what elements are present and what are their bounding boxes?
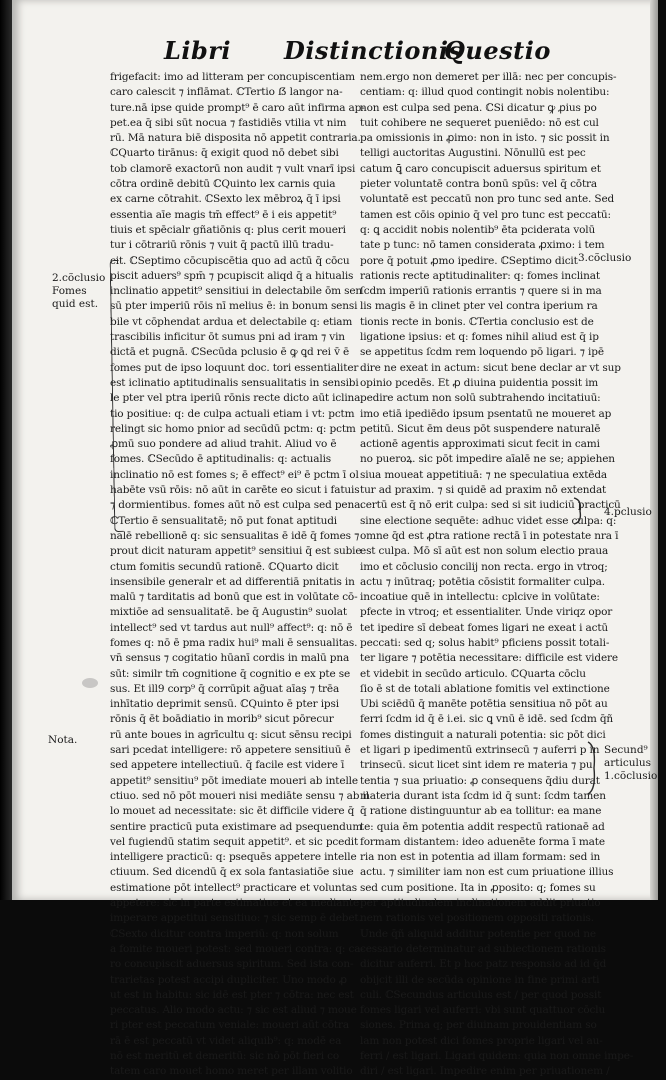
text-line: centiam: q: illud quod contingit nobis nolentibu: — [360, 86, 610, 99]
text-line: sus. Et ill9 corp⁹ q̄ corrūpit ag̃uat aīaş ⁊ trēa — [110, 682, 340, 695]
text-line: tuit cohibere ne sequeret pueniēdo: nō est cul — [360, 116, 599, 129]
text-line: essentia aīe magis tm̄ effect⁹ ē i eis appetit⁹ — [110, 208, 337, 221]
text-line: ri pter est peccatum veniale: moueri aūt cōtra — [110, 1019, 349, 1032]
text-line: inclinatio nō est fomes s; ē effect⁹ ei⁹ ē pctm ī ol — [110, 468, 359, 481]
text-line: fomes distinguit a naturali potentia: sic pōt dici — [360, 728, 606, 741]
text-line: tiuis et spēcialr gñatiōnis q: plus cerit moueri — [110, 223, 346, 236]
text-line: mixtiōe ad sensualitatē. be q̄ Augustin⁹ suolat — [110, 606, 347, 619]
margin-note-third-conclusion: 3.cõclusio — [578, 252, 632, 264]
text-line: tate p tunc: nō tamen considerata ꝓximo: i tem — [360, 239, 605, 252]
text-line: sed appetere intellectiuū. q̄ facile est videre ī — [110, 759, 345, 772]
text-line: dicitur auferri. Et p hoc patz responsio ad id q̄d — [360, 958, 607, 971]
text-line: dire ne exeat in actum: sicut bene declar ar vt sup — [360, 361, 621, 374]
text-line: ℂTertio ē sensualitatē; nō put fonat aptitudi — [110, 514, 337, 527]
text-column-left — [110, 70, 369, 1078]
text-line: formam distantem: ideo aduenēte forma ī mate — [360, 835, 605, 848]
handwritten-bracket-mark — [586, 740, 600, 796]
running-head-right: Questio — [444, 36, 551, 65]
margin-note-second-conclusion: 2.cõclusio Fomes quid est. — [52, 272, 106, 310]
text-line: catum ꝗ̄ caro concupiscit aduersus spiritum et — [360, 162, 601, 175]
text-line: omne q̄d est ꝓtra ratione rectā ī in potestate nra ī — [360, 529, 619, 542]
running-head-center: Distinctionis — [284, 36, 463, 65]
text-line: bile vt cōphendat ardua et delectabile q: etiam — [110, 315, 353, 328]
text-line: nem.ergo non demeret per illā: nec per concupis- — [360, 71, 617, 83]
text-line: vn̄ sensus ⁊ cogitatio hūanī cordis in malū pna — [110, 652, 350, 665]
text-line: fomes q: nō ē pma radix hui⁹ mali ē sensualitas. — [110, 636, 358, 649]
text-line: ctiuum. Sed dicendū q̄ ex sola fantasiatiōe siue — [110, 866, 354, 879]
text-line: tob clamorē exactorū non audit ⁊ vult vnarī ipsi — [110, 162, 356, 175]
text-line: frigefacit: imo ad litteram per concupiscentiam — [110, 71, 355, 83]
text-line: incoatiue quē in intellectu: cplcive in volūtate: — [360, 591, 600, 604]
text-line: sine electione sequēte: adhuc videt esse culpa: q: — [360, 514, 617, 527]
text-line: intellect⁹ sed vt tardus aut null⁹ affect⁹: q: nō ē — [110, 621, 353, 634]
text-line: est culpa. Mō sī aūt est non solum electio praua — [360, 545, 609, 558]
text-line: q: ꝗ accidit nobis nolentib⁹ ēta pciderata volū — [360, 223, 596, 236]
text-line: certū est q̄ nō erit culpa: sed si sit iudiciū practicū — [360, 499, 621, 512]
handwritten-bracket-mark — [572, 496, 586, 526]
text-line: vel fugiendū statim sequit appetit⁹. et sic pcedit — [110, 835, 359, 848]
text-line: ſio ē st de totali ablatione fomitis vel extinctione — [360, 682, 610, 695]
text-line: et videbit in secūdo articulo. ℂQuarta cōclu — [360, 667, 586, 680]
text-line: rā ē est peccatū vt videt aliquib⁹: q: modē ea — [110, 1034, 342, 1047]
text-line: siones. Prima q; per diuinam prouidentiam so — [360, 1019, 597, 1032]
text-line: sentire practicū puta existimare ad psequendum — [110, 820, 363, 833]
text-line: fomes put de ipso loquunt doc. tori essentialiter — [110, 361, 359, 374]
text-line: q̄ ratione distinguuntur ab ea tollitur: ea mane — [360, 805, 602, 818]
text-line: intelligere practicū: q: psequēs appetere intelle — [110, 851, 357, 864]
text-line: pedire actum non solū subtrahendo incitatiuū: — [360, 392, 601, 405]
text-line: sari pcedat intelligere: rō appetere sensitiuū ē — [110, 744, 351, 757]
text-line: ex carne cōtrahit. ℂSexto lex mēbroꝝ q̄ ī ipsi — [110, 193, 341, 206]
text-line: malū ⁊ tarditatis ad bonū que est in volūtate cō- — [110, 591, 358, 604]
text-line: culi. ℂSecundus articulus est / per quod possit — [360, 988, 602, 1001]
text-line: nalē rebellionē q: sic sensualitas ē idē q̄ fomes ⁊ — [110, 529, 360, 542]
text-line: habēte vsū rōis: nō aūt in carēte eo sicut i fatuis — [110, 484, 360, 497]
text-line: pa omissionis in ꝓimo: non in isto. ⁊ sic possit in — [360, 132, 610, 145]
text-line: tur ad praxim. ⁊ si quidē ad praxim nō extendat — [360, 484, 607, 497]
scan-left-edge — [0, 0, 12, 900]
text-line: non est culpa sed pena. ℂSi dicatur ꝙ ꝓius po — [360, 101, 597, 114]
text-line: nem rationis vel positionem oppositi rationis. — [360, 912, 594, 925]
text-line: relingt sic homo pnior ad secūdū pctm: q: pctm — [110, 422, 356, 435]
text-line: cōtra ordinē debitū ℂQuinto lex carnis quia — [110, 178, 336, 191]
text-line: no pueroꝝ. sic pōt impedire aīalē ne se; appiehen — [360, 453, 615, 466]
text-line: diri / est ligari. Impedire enim per priuationem / — [360, 1065, 610, 1078]
text-line: ture.nā ipse quide prompt⁹ ē caro aūt infirma ap- — [110, 101, 365, 114]
text-line: ctiuo. sed nō pōt moueri nisi mediāte sensu ⁊ ab il — [110, 789, 369, 802]
text-line: rōnis q̄ ēt boādiatio in morib⁹ sicut pōrecur — [110, 713, 334, 726]
text-line: ℂQuarto tirānus: q̄ exigit quod nō debet sibi — [110, 147, 339, 160]
text-line: prout dicit naturam appetit⁹ sensitiui q̄ est subie — [110, 545, 362, 558]
text-line: pore q̄ potuit ꝓmo ipedire. ℂSeptimo dicit — [360, 254, 578, 267]
text-line: estimatione pōt intellect⁹ practicare et voluntas — [110, 881, 357, 894]
text-line: fomes ligari vel auferri: vbi sunt quattuor cōclu — [360, 1004, 606, 1017]
text-line: opinio pcedēs. Et ꝓ diuina puidentia possit im — [360, 376, 599, 389]
text-line: trascibilis inficitur ōt sumus pni ad iram ⁊ vin — [110, 331, 345, 344]
text-line: rū. Mā natura biē disposita nō appetit contraria. — [110, 132, 361, 145]
margin-note-fourth-conclusion: 4.pclusio — [604, 506, 652, 518]
text-line: est iclinatio aptitudinalis sensualitatis in sensibi — [110, 376, 359, 389]
text-line: nō est meritū et demeritū: sic nō pōt fieri co — [110, 1050, 340, 1062]
text-line: per aptitudinalem inclinationem addit priuatio — [360, 897, 601, 910]
text-line: ℂSexto dicitur contra imperiū: q: non solum — [110, 927, 339, 940]
text-line: voluntatē est peccatū non pro tunc sed ante. Sed — [360, 193, 615, 206]
text-line: ter ligare ⁊ potētia necessitare: difficile est videre — [360, 652, 618, 665]
text-line: obijcit illi de secūda opinione in fine primi arti — [360, 973, 600, 986]
text-line: tet ipedire sī debeat fomes ligari ne exeat i actū — [360, 621, 609, 634]
text-line: piscit aduers⁹ spm̄ ⁊ pcupiscit aliqd q̄ a hitualis — [110, 269, 354, 282]
text-line: ferri / est ligari. Ligari quidem: quia non omne impe- — [360, 1050, 634, 1062]
text-line: lis magis ē in clinet pter vel contra iperium ra — [360, 300, 598, 313]
text-line: tionis recte in bonis. ℂTertia conclusio est de — [360, 315, 594, 328]
text-line: tatem caro mouet homo meret per illam volitio — [110, 1065, 353, 1078]
text-line: petitū. Sicut ēm deus pōt suspendere naturalē — [360, 422, 601, 435]
text-line: rū ante boues in agrīcultu q: sicut sēnsu recipi — [110, 728, 352, 741]
text-line: le pter vel ptra iperiū rōnis recte dicto aūt iclina — [110, 392, 361, 405]
text-line: ligatione ipsius: et q: fomes nihil aliud est q̄ ip — [360, 331, 599, 344]
text-line: fomes. ℂSecūdo ē aptitudinalis: q: actualis — [110, 453, 332, 466]
text-line: lam non potest dici fomes proprie ligari vel au- — [360, 1034, 603, 1047]
text-line: ut est in habitu: sic idē est pter ⁊ cōtra: nec est — [110, 988, 354, 1001]
text-line: ſcdm imperiū rationis errantis ⁊ quere si in ma — [360, 285, 602, 298]
text-line: ctum fomitis secundū rationē. ℂQuarto dicit — [110, 560, 339, 573]
text-line: tentia ⁊ sua priuatio: ꝓ consequens q̄diu durat — [360, 774, 600, 787]
text-line: appetit⁹ sensitiu⁹ pōt imediate moueri ab intelle — [110, 774, 358, 787]
ink-smudge — [82, 678, 98, 688]
text-line: ꝓmū suo pondere ad aliud trahit. Aliud vo ē — [110, 438, 337, 451]
text-line: ria non est in potentia ad illam formam: sed in — [360, 851, 601, 864]
text-line: telligi auctoritas Augustini. Nōnullū est pec — [360, 147, 586, 160]
text-line: trinsecū. sicut licet sint idem re materia ⁊ pu — [360, 759, 593, 772]
text-line: inhītatio deprimit sensū. ℂQuinto ē pter ipsi — [110, 698, 339, 711]
text-line: tio positiue: q: de culpa actuali etiam i vt: pctm — [110, 407, 355, 420]
text-line: peccati: sed q; solus habit⁹ pficiens possit totali- — [360, 636, 610, 649]
text-line: Unde q̄ñ aliquid additur potentie per quod ne — [360, 927, 596, 940]
text-line: trarietas potest accipi dupliciter. Uno modo ꝓ — [110, 973, 347, 986]
text-line: a fomite moueri potest: sed moueri contra: q: ca- — [110, 942, 364, 955]
running-head-left: Libri — [164, 36, 232, 65]
text-line: cessario determinatur ad subiectionem rationis — [360, 942, 606, 955]
text-line: insensibile generalr et ad differentiā pnitatis in — [110, 575, 355, 588]
text-line: se appetitus ſcdm rem loquendo pō ligari. ⁊ ipē — [360, 346, 604, 359]
text-line: materia durant ista ſcdm id q̄ sunt: ſcdm tamen — [360, 789, 606, 802]
text-line: imo et cōclusio concilij non recta. ergo in vtroq; — [360, 560, 608, 573]
text-line: sūt: similr tm̄ cognitione q̄ cognitio e ex pte se — [110, 667, 351, 680]
text-line: actionē agentis approximati sicut fecit in cami — [360, 438, 600, 451]
text-line: peccatus. Alio modo actu: ⁊ sic est aliud ⁊ moue — [110, 1004, 357, 1017]
text-line: tamen est cōis opinio q̄ vel pro tunc est peccatū: — [360, 208, 611, 221]
text-line: siua moueat appetitiuā: ⁊ ne speculatiua extēda — [360, 468, 608, 481]
book-page — [12, 0, 658, 1078]
text-line: Ubi sciēdū q̄ manēte potētia sensitiua nō pōt au — [360, 698, 608, 711]
text-line: rationis recte aptitudinaliter: q: fomes inclinat — [360, 269, 600, 282]
text-line: caro calescit ⁊ inflāmat. ℂTertio ẞ langor na- — [110, 86, 343, 99]
text-line: imo etiā ipediēdo ipsum psentatū ne moueret ap — [360, 407, 612, 420]
text-line: ferri ſcdm id q̄ ē i.ei. sic ꝗ vnū ē idē. sed ſcdm q̄ñ — [360, 713, 613, 726]
text-line: dictā et pugnā. ℂSecūda pclusio ē ꝙ ꝗd rei v̄ ē — [110, 346, 350, 359]
text-line: pfecte in vtroq; et essentialiter. Unde viriqz opor — [360, 606, 613, 619]
text-line: sed cum positione. Ita in ꝓposito: q; fomes su — [360, 881, 596, 894]
text-line: et ligari p ipedimentū extrinsecū ⁊ auferri p in — [360, 744, 600, 757]
text-line: imperare appetitui sensitiuo: ⁊ sic semp ē debet. — [110, 912, 362, 925]
text-line: actu ⁊ inūtraq; potētia cōsistit formaliter culpa. — [360, 575, 605, 588]
text-line: appetere: sic in parte estimatiue et ea mediante — [110, 897, 360, 910]
text-line: pet.ea q̄ sibi sūt nocua ⁊ fastidiēs vtilia vt nim — [110, 116, 347, 129]
text-line: cit. ℂSeptimo cōcupiscētia quo ad actū q̄ cōcu — [110, 254, 350, 267]
text-line: ⁊ dormientibus. fomes aūt nō est culpa sed pena. — [110, 499, 364, 512]
text-line: pieter voluntatē contra bonū spūs: vel q̄ cōtra — [360, 178, 598, 191]
text-line: ro concupiscit aduersus spiritum. Sed ista con- — [110, 958, 354, 971]
margin-note-nota: Nota. — [48, 734, 78, 746]
text-line: inclinatio appetit⁹ sensitiui in delectabile ōm sen — [110, 285, 363, 298]
text-line: lo mouet ad necessitate: sic ēt difficile videre q̄ — [110, 805, 355, 818]
text-line: sū pter imperiū rōis nī melius ē: in bonum sensi — [110, 300, 358, 313]
text-line: actu. ⁊ similiter iam non est cum priuatione illius — [360, 866, 614, 879]
margin-note-second-article: Secund⁹ articulus 1.cõclusio — [604, 744, 658, 782]
text-line: tur i cōtrariū rōnis ⁊ vuit q̄ pactū illū tradu- — [110, 239, 334, 252]
text-line: te: quia ēm potentia addit respectū rationaē ad — [360, 820, 605, 833]
